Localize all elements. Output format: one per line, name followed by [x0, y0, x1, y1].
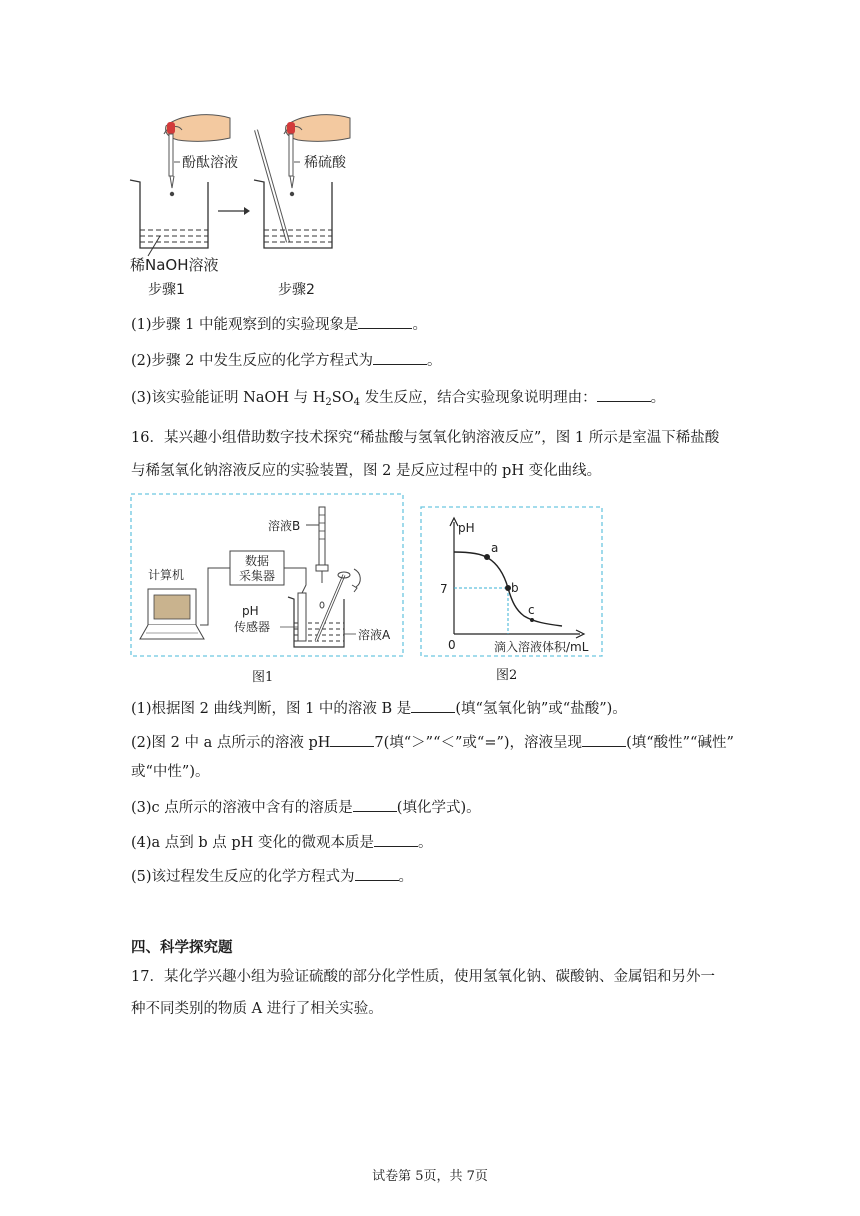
answer-blank[interactable]: [411, 698, 455, 713]
q15-part3: (3)该实验能证明 NaOH 与 $H_2SO_4$ 发生反应，结合实验现象说明理由： 。: [131, 387, 665, 413]
origin-label: 0: [448, 638, 456, 652]
q17-line1: 17．某化学兴趣小组为验证硫酸的部分化学性质，使用氢氧化钠、碳酸钠、金属铝和另外一: [131, 969, 715, 985]
answer-blank[interactable]: [358, 314, 412, 329]
x-axis-label: 滴入溶液体积/mL: [494, 640, 589, 654]
label-phenolphthalein: 酚酞溶液: [182, 155, 238, 171]
answer-blank[interactable]: [597, 387, 651, 402]
label-dilute-h2so4: 稀硫酸: [304, 155, 346, 171]
label-solution-b: 溶液B: [268, 519, 301, 533]
figure2-ph-curve: [420, 506, 604, 658]
section-title: 四、科学探究题: [131, 940, 233, 956]
q16-part3: (3)c 点所示的溶液中含有的溶质是 (填化学式)。: [131, 797, 481, 818]
point-a: [484, 554, 490, 560]
point-a-label: a: [491, 541, 499, 555]
label-computer: 计算机: [148, 568, 185, 582]
q16-stem-line2: 与稀氢氧化钠溶液反应的实验装置，图 2 是反应过程中的 pH 变化曲线。: [131, 463, 602, 479]
q16-part5: (5)该过程发生反应的化学方程式为 。: [131, 866, 413, 887]
label-naoh: 稀NaOH溶液: [130, 256, 219, 274]
answer-blank[interactable]: [353, 797, 397, 812]
answer-blank[interactable]: [582, 732, 626, 747]
beaker-figure: [120, 108, 380, 298]
answer-blank[interactable]: [355, 866, 399, 881]
label-step2: 步骤2: [278, 282, 315, 298]
q16-part2: (2)图 2 中 a 点所示的溶液 pH 7(填“＞”“＜”或“=”)，溶液呈现 (填“酸性”“碱性”: [131, 732, 734, 753]
q16-part1: (1)根据图 2 曲线判断，图 1 中的溶液 B 是 (填“氢氧化钠”或“盐酸”)。: [131, 698, 627, 719]
point-c-label: c: [528, 603, 535, 617]
answer-blank[interactable]: [374, 832, 418, 847]
caption-figure2: 图2: [496, 668, 518, 683]
q16-part4: (4)a 点到 b 点 pH 变化的微观本质是 。: [131, 832, 432, 853]
computer-icon: [140, 589, 204, 639]
answer-blank[interactable]: [330, 732, 374, 747]
label-collector-line2: 采集器: [238, 569, 276, 583]
caption-figure1: 图1: [252, 670, 274, 685]
point-c: [530, 618, 534, 622]
label-sensor: 传感器: [234, 620, 271, 634]
q16-stem-line1: 16．某兴趣小组借助数字技术探究“稀盐酸与氢氧化钠溶液反应”，图 1 所示是室温下稀盐酸: [131, 430, 720, 446]
answer-blank[interactable]: [373, 350, 427, 365]
y-tick-7: 7: [440, 582, 448, 596]
label-solution-a: 溶液A: [358, 628, 391, 642]
q17-line2: 种不同类别的物质 A 进行了相关实验。: [131, 1001, 383, 1017]
q15-part2: (2)步骤 2 中发生反应的化学方程式为 。: [131, 350, 441, 371]
figure1-apparatus: [130, 493, 405, 658]
y-axis-label: pH: [458, 521, 475, 535]
label-ph: pH: [242, 604, 259, 618]
point-b-label: b: [511, 581, 519, 595]
q16-part2-cont: 或“中性”)。: [131, 764, 210, 780]
q15-part1: (1)步骤 1 中能观察到的实验现象是 。: [131, 314, 427, 335]
label-collector-line1: 数据: [244, 554, 270, 568]
label-step1: 步骤1: [148, 282, 185, 298]
page-footer: 试卷第 5页，共 7页: [372, 1169, 488, 1184]
